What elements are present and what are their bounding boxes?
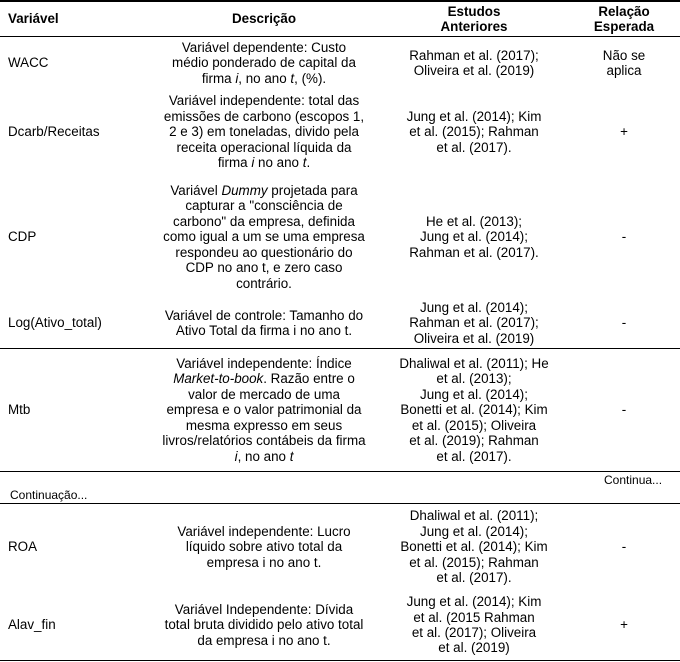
expected-relation-cell (568, 176, 680, 298)
study-reference: et al. (2015); Rahman (409, 554, 539, 570)
variable-name: Alav_fin (8, 617, 56, 633)
header-label: Relação (598, 3, 650, 19)
description-line: capturar a "consciência de (185, 198, 343, 214)
expected-relation: + (620, 124, 628, 140)
description-cell (148, 504, 380, 590)
variable-cell (8, 176, 148, 298)
description-line: i, no ano t (234, 448, 294, 464)
study-reference: Bonetti et al. (2014); Kim (400, 539, 548, 555)
description-line: receita operacional líquida da (176, 139, 352, 155)
table-row-wacc (0, 37, 680, 89)
study-reference: et al. (2017); Oliveira (411, 625, 537, 640)
study-reference: Jung et al. (2014); Kim (406, 594, 542, 610)
study-reference: et al. (2017). (436, 570, 512, 586)
study-reference: Jung et al. (2014); (420, 229, 528, 245)
table-row-log-ativo-total (0, 298, 680, 348)
description-line: total bruta dividido pelo ativo total (164, 617, 364, 633)
expected-relation-cell (568, 298, 680, 348)
description-cell (148, 176, 380, 298)
expected-relation: Não se (602, 47, 646, 63)
study-reference: Rahman et al. (2017); (409, 47, 539, 63)
variable-cell (8, 298, 148, 348)
studies-cell (384, 349, 564, 471)
header-estudos-anteriores (384, 2, 564, 36)
description-line: Variável independente: Lucro (177, 523, 351, 539)
description-line: Market-to-book. Razão entre o (173, 371, 355, 387)
expected-relation-cell (568, 504, 680, 590)
expected-relation-cell (568, 90, 680, 174)
description-line: Variável independente: Índice (176, 356, 352, 372)
study-reference: Oliveira et al. (2019) (413, 63, 535, 78)
description-line: respondeu ao questionário do (175, 244, 353, 260)
description-line: Variável dependente: Custo (181, 39, 347, 55)
table-row-roa (0, 504, 680, 590)
description-line: mesma expresso em seus (185, 417, 343, 433)
study-reference: Jung et al. (2014); (420, 299, 528, 315)
description-line: Variável Independente: Dívida (174, 601, 354, 617)
header-label: Descrição (231, 11, 297, 27)
header-relacao-esperada (568, 2, 680, 36)
description-cell (148, 90, 380, 174)
variable-cell (8, 591, 148, 659)
header-variavel (8, 2, 148, 36)
continuacao-note: Continuação... (10, 488, 88, 502)
variable-cell (8, 90, 148, 174)
description-line: médio ponderado de capital da (172, 55, 356, 71)
header-label: Esperada (593, 19, 655, 34)
expected-relation: aplica (606, 63, 642, 78)
table-header-row (0, 2, 680, 36)
variable-name: CDP (8, 229, 37, 245)
expected-relation-cell (568, 37, 680, 89)
variable-name: ROA (8, 539, 38, 555)
description-line: Ativo Total da firma i no ano t. (175, 323, 353, 338)
study-reference: et al. (2019); Rahman (409, 433, 539, 449)
study-reference: et al. (2017). (436, 139, 512, 155)
expected-relation-cell (568, 591, 680, 659)
table-bottom-rule (0, 660, 680, 661)
expected-relation: - (621, 229, 627, 245)
table-row-dcarb-receitas (0, 90, 680, 174)
header-label: Anteriores (440, 19, 508, 34)
variable-name: WACC (8, 55, 49, 71)
description-cell (148, 349, 380, 471)
study-reference: Jung et al. (2014); (420, 386, 528, 402)
table-row-cdp (0, 176, 680, 298)
expected-relation: - (621, 402, 627, 418)
studies-cell (384, 90, 564, 174)
page-break-rule (0, 471, 680, 472)
header-descricao (148, 2, 380, 36)
description-line: CDP no ano t, e zero caso (185, 260, 343, 276)
description-line: da empresa i no ano t. (197, 632, 331, 648)
header-label: Estudos (447, 3, 501, 19)
study-reference: et al. (2017). (436, 448, 512, 464)
study-reference: Oliveira et al. (2019) (413, 330, 535, 346)
description-line: como igual a um se uma empresa (163, 229, 365, 245)
study-reference: Bonetti et al. (2014); Kim (400, 402, 548, 418)
expected-relation: - (621, 539, 627, 555)
study-reference: Dhaliwal et al. (2011); (409, 508, 539, 524)
study-reference: et al. (2015); Rahman (409, 124, 539, 140)
expected-relation: + (620, 617, 628, 633)
variable-cell (8, 349, 148, 471)
continua-note: Continua... (604, 473, 663, 487)
description-line: firma i, no ano t, (%). (201, 70, 327, 86)
study-reference: Jung et al. (2014); (420, 523, 528, 539)
study-reference: Rahman et al. (2017); (409, 315, 539, 331)
study-reference: et al. (2019) (438, 640, 510, 656)
description-line: líquido sobre ativo total da (185, 539, 343, 555)
study-reference: et al. (2015); Oliveira (411, 417, 537, 433)
studies-cell (384, 176, 564, 298)
description-line: firma i no ano t. (217, 155, 311, 171)
description-line: Variável Dummy projetada para (170, 183, 358, 199)
description-line: carbono" da empresa, definida (173, 213, 355, 229)
expected-relation: - (621, 315, 627, 331)
description-cell (148, 37, 380, 89)
description-line: empresa e o valor patrimonial da (166, 402, 362, 418)
description-line: 2 e 3) em toneladas, divido pela (169, 124, 359, 140)
variable-name: Dcarb/Receitas (8, 124, 100, 140)
description-line: Variável de controle: Tamanho do (164, 307, 364, 323)
studies-cell (384, 37, 564, 89)
description-line: valor de mercado de uma (188, 386, 340, 402)
study-reference: Rahman et al. (2017). (409, 244, 539, 260)
variable-cell (8, 504, 148, 590)
studies-cell (384, 591, 564, 659)
header-label: Variável (8, 11, 59, 27)
description-line: contrário. (236, 275, 292, 291)
description-cell (148, 591, 380, 659)
study-reference: Dhaliwal et al. (2011); He (399, 356, 549, 372)
description-cell (148, 298, 380, 348)
description-line: livros/relatórios contábeis da firma (162, 433, 366, 449)
study-reference: Jung et al. (2014); Kim (406, 108, 542, 124)
description-line: emissões de carbono (escopos 1, (163, 108, 365, 124)
table-row-alav-fin (0, 591, 680, 659)
studies-cell (384, 504, 564, 590)
variable-name: Mtb (8, 402, 31, 418)
table-row-mtb (0, 349, 680, 471)
description-line: Variável independente: total das (168, 93, 360, 109)
study-reference: et al. (2013); (436, 371, 512, 387)
studies-cell (384, 298, 564, 348)
study-reference: et al. (2015 Rahman (413, 609, 535, 625)
description-line: empresa i no ano t. (206, 554, 322, 570)
variable-cell (8, 37, 148, 89)
expected-relation-cell (568, 349, 680, 471)
study-reference: He et al. (2013); (425, 213, 523, 229)
variable-name: Log(Ativo_total) (8, 315, 102, 331)
